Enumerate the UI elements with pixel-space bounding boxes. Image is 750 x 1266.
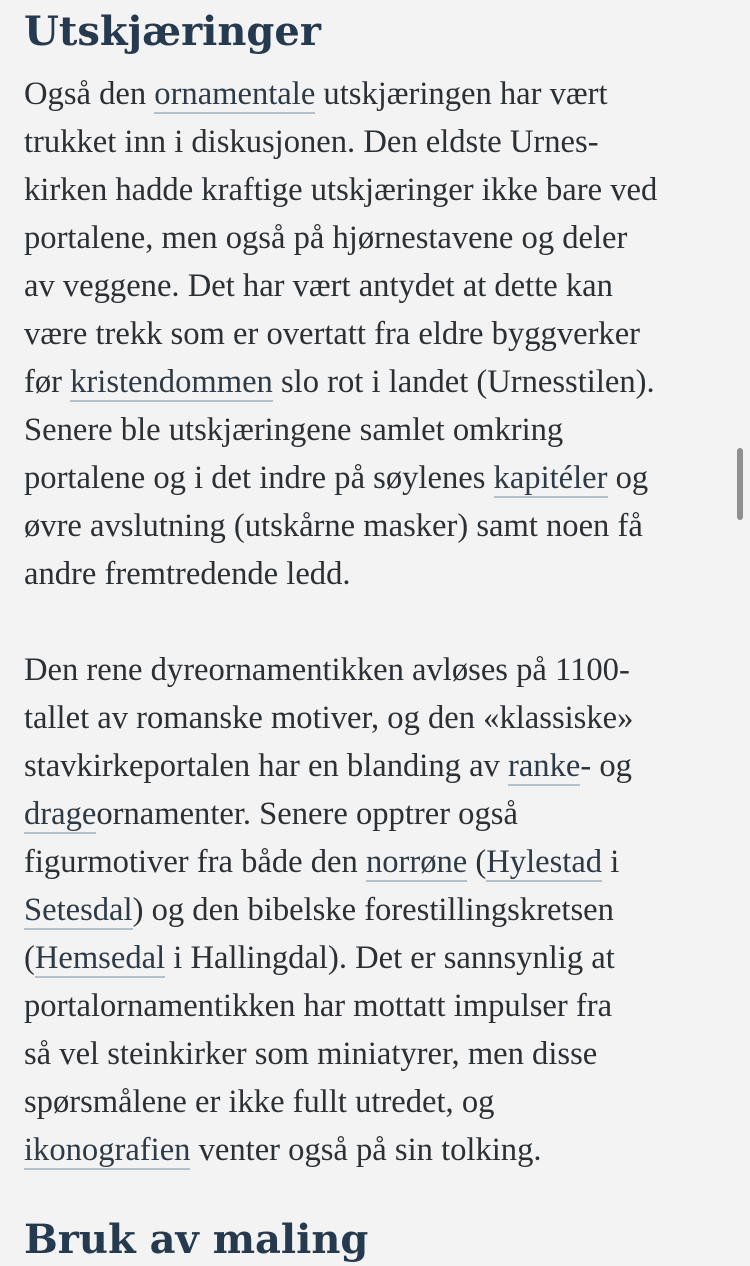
text-line (24, 166, 728, 214)
text-segment: ) og den bibelske forestillingskretsen (132, 892, 614, 928)
article-link[interactable]: Hylestad (486, 844, 603, 880)
next-section-heading: Bruk av maling (24, 1216, 369, 1263)
scrollbar-thumb[interactable] (737, 448, 743, 520)
text-line (24, 406, 728, 454)
text-segment: Senere ble utskjæringene samlet omkring (24, 412, 564, 448)
text-line (24, 550, 728, 598)
text-segment: tallet av romanske motiver, og den «klassiske» (24, 700, 634, 736)
text-line (24, 982, 728, 1030)
text-line (24, 790, 728, 838)
text-segment: i (602, 844, 620, 880)
article-link[interactable]: kapitéler (493, 460, 608, 496)
article-link[interactable]: kristendommen (70, 364, 273, 400)
text-segment: Også den (24, 76, 155, 112)
article-link[interactable]: drage (24, 796, 97, 832)
text-segment: portalornamentikken har mottatt impulser fra (24, 988, 613, 1024)
text-segment: trukket inn i diskusjonen. Den eldste Urnes- (24, 124, 599, 160)
text-line (24, 118, 728, 166)
text-line (24, 742, 728, 790)
text-line (24, 886, 728, 934)
text-segment: slo rot i landet (Urnesstilen). (272, 364, 655, 400)
text-line (24, 646, 728, 694)
text-segment: Den rene dyreornamentikken avløses på 1100- (24, 652, 630, 688)
article-link[interactable]: Setesdal (24, 892, 133, 928)
text-segment: - og (580, 748, 632, 784)
text-line (24, 1030, 728, 1078)
text-segment: og (607, 460, 649, 496)
text-line (24, 838, 728, 886)
text-line (24, 454, 728, 502)
text-line (24, 1078, 728, 1126)
text-line (24, 262, 728, 310)
text-line (24, 214, 728, 262)
text-segment: ornamenter. Senere opptrer også (96, 796, 518, 832)
text-segment: av veggene. Det har vært antydet at dette kan (24, 268, 613, 304)
text-line (24, 70, 728, 118)
article-link[interactable]: norrøne (365, 844, 468, 880)
article-paragraph (24, 70, 728, 598)
text-segment: utskjæringen har vært (315, 76, 608, 112)
text-segment: figurmotiver fra både den (24, 844, 366, 880)
text-line (24, 694, 728, 742)
article-link[interactable]: ranke (507, 748, 581, 784)
text-segment: portalene, men også på hjørnestavene og deler (24, 220, 628, 256)
text-segment: før (24, 364, 71, 400)
text-segment: portalene og i det indre på søylenes (24, 460, 494, 496)
text-segment: være trekk som er overtatt fra eldre byggverker (24, 316, 641, 352)
text-segment: i Hallingdal). Det er sannsynlig at (165, 940, 615, 976)
text-segment: så vel steinkirker som miniatyrer, men disse (24, 1036, 598, 1072)
text-segment: kirken hadde kraftige utskjæringer ikke bare ved (24, 172, 658, 208)
article-link[interactable]: ornamentale (154, 76, 316, 112)
text-line (24, 502, 728, 550)
article-link[interactable]: ikonografien (24, 1132, 191, 1168)
text-segment: andre fremtredende ledd. (24, 556, 351, 592)
text-line (24, 1126, 728, 1174)
text-line (24, 358, 728, 406)
section-heading: Utskjæringer (24, 8, 321, 55)
article-paragraph (24, 646, 728, 1174)
article-link[interactable]: Hemsedal (34, 940, 166, 976)
text-line (24, 934, 728, 982)
text-segment: ( (467, 844, 487, 880)
text-line (24, 310, 728, 358)
text-segment: stavkirkeportalen har en blanding av (24, 748, 508, 784)
text-segment: ( (24, 940, 35, 976)
text-segment: venter også på sin tolking. (190, 1132, 542, 1168)
text-segment: øvre avslutning (utskårne masker) samt noen få (24, 508, 643, 544)
text-segment: spørsmålene er ikke fullt utredet, og (24, 1084, 495, 1120)
